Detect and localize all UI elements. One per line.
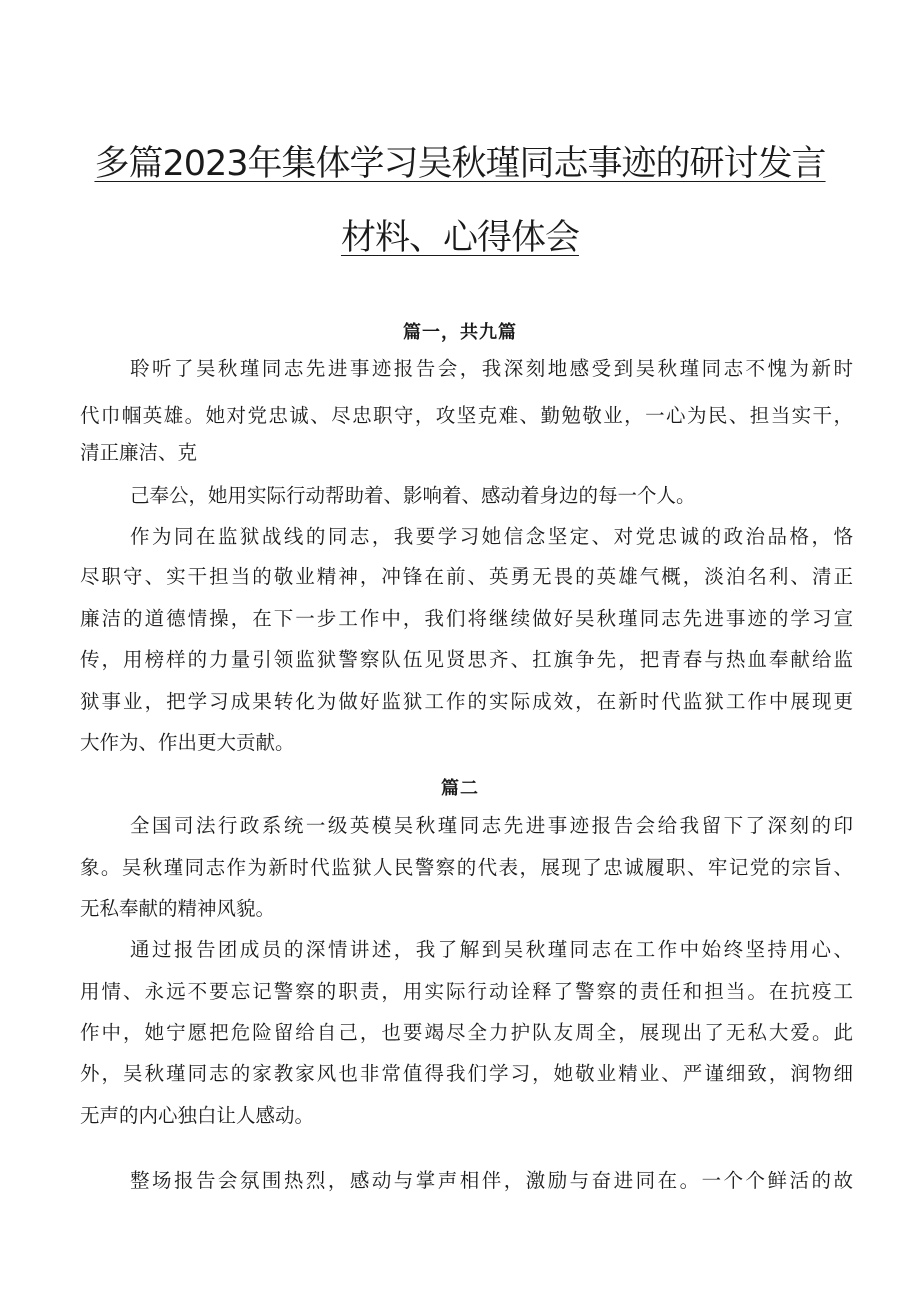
document-title-line-2: 材料、心得体会 (340, 218, 579, 258)
paragraph-line: 通过报告团成员的深情讲述，我了解到吴秋瑾同志在工作中始终坚持用心、 (130, 938, 853, 961)
paragraph-line: 大作为、作出更大贡献。 (80, 731, 295, 754)
paragraph-line: 己奉公，她用实际行动帮助着、影响着、感动着身边的每一个人。 (130, 484, 696, 507)
paragraph-line: 整场报告会氛围热烈，感动与掌声相伴，激励与奋进同在。一个个鲜活的故 (130, 1169, 853, 1192)
paragraph-line: 无声的内心独白让人感动。 (80, 1104, 315, 1127)
paragraph-line: 作中，她宁愿把危险留给自己，也要竭尽全力护队友周全，展现出了无私大爱。此 (80, 1021, 853, 1044)
paragraph-line: 象。吴秋瑾同志作为新时代监狱人民警察的代表，展现了忠诚履职、牢记党的宗旨、 (80, 856, 853, 879)
paragraph-line: 用情、永远不要忘记警察的职责，用实际行动诠释了警察的责任和担当。在抗疫工 (80, 980, 853, 1003)
paragraph-line: 传，用榜样的力量引领监狱警察队伍见贤思齐、扛旗争先，把青春与热血奉献给监 (80, 648, 853, 671)
paragraph-line: 无私奉献的精神风貌。 (80, 897, 276, 920)
paragraph-line: 聆听了吴秋瑾同志先进事迹报告会，我深刻地感受到吴秋瑾同志不愧为新时 (130, 357, 853, 380)
section-2-heading: 篇二 (441, 778, 479, 799)
paragraph-line: 作为同在监狱战线的同志，我要学习她信念坚定、对党忠诚的政治品格，恪 (130, 525, 853, 548)
paragraph-line: 全国司法行政系统一级英模吴秋瑾同志先进事迹报告会给我留下了深刻的印 (130, 814, 853, 837)
paragraph-line: 代巾帼英雄。她对党忠诚、尽忠职守，攻坚克难、勤勉敬业，一心为民、担当实干， (80, 404, 853, 427)
paragraph-line: 清正廉洁、克 (80, 441, 198, 464)
paragraph-line: 外，吴秋瑾同志的家教家风也非常值得我们学习，她敬业精业、严谨细致，润物细 (80, 1062, 853, 1085)
paragraph-line: 廉洁的道德情操，在下一步工作中，我们将继续做好吴秋瑾同志先进事迹的学习宣 (80, 607, 853, 630)
section-1-heading: 篇一，共九篇 (403, 322, 517, 343)
paragraph-line: 尽职守、实干担当的敬业精神，冲锋在前、英勇无畏的英雄气概，淡泊名利、清正 (80, 565, 853, 588)
paragraph-line: 狱事业，把学习成果转化为做好监狱工作的实际成效，在新时代监狱工作中展现更 (80, 690, 853, 713)
document-title-line-1: 多篇2023年集体学习吴秋瑾同志事迹的研讨发言 (94, 144, 826, 184)
